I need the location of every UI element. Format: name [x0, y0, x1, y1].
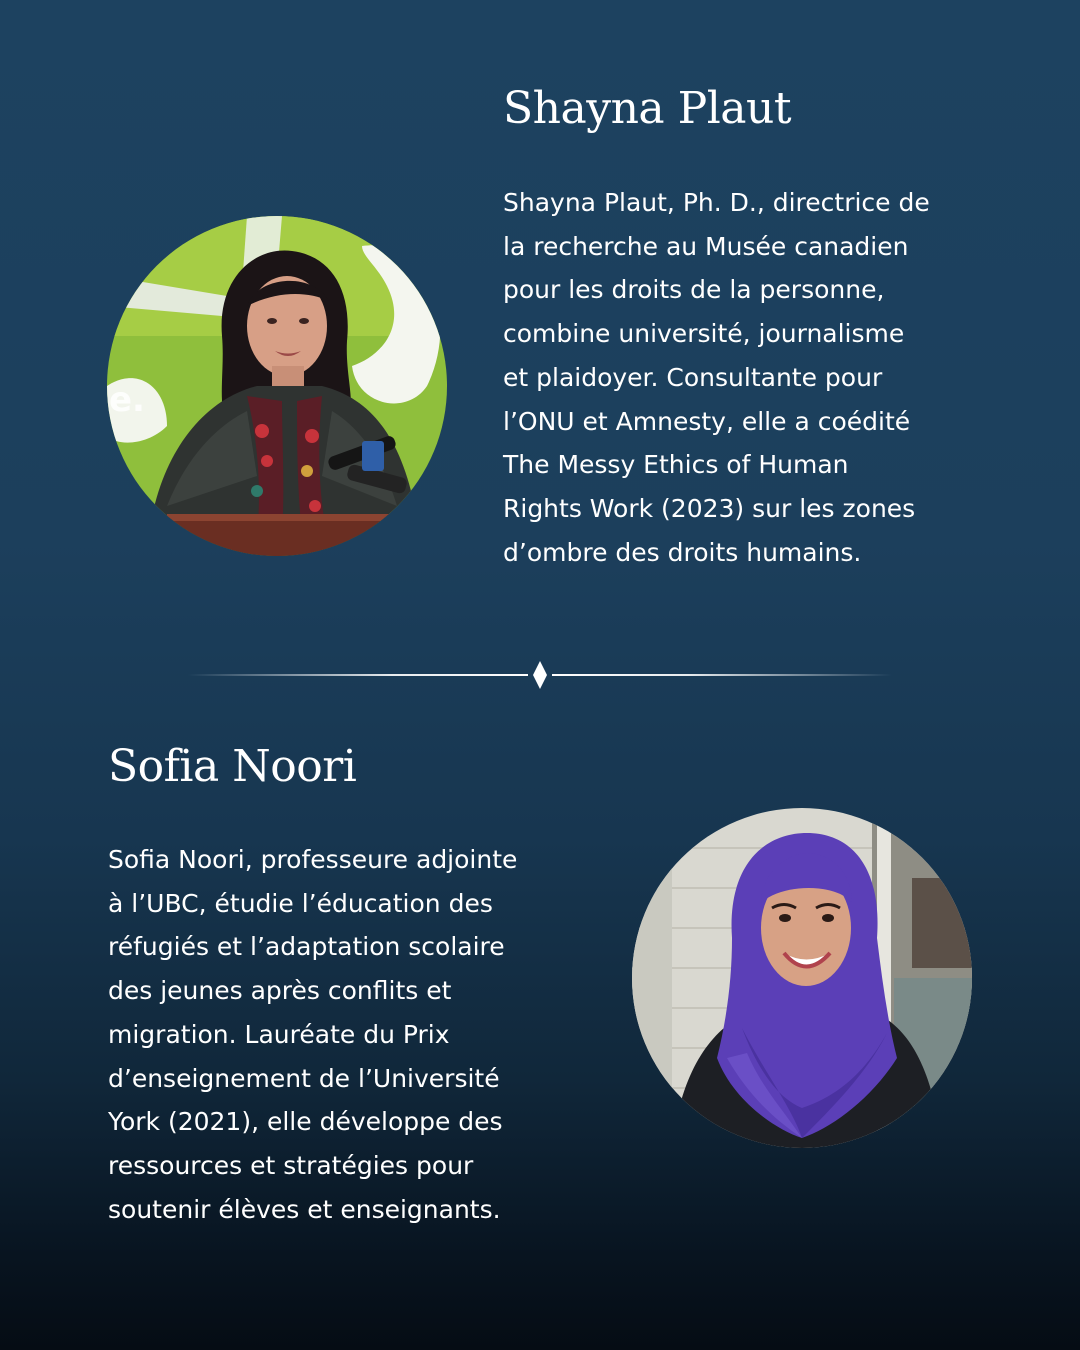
- portrait-illustration: [632, 808, 972, 1148]
- divider-line-left: [188, 674, 528, 676]
- bio-line: et plaidoyer. Consultante pour: [503, 362, 883, 392]
- bio-line: à l’UBC, étudie l’éducation des: [108, 888, 493, 918]
- profile-photo: [107, 216, 447, 556]
- bio-line: Shayna Plaut, Ph. D., directrice de: [503, 188, 930, 217]
- bio-line: l’ONU et Amnesty, elle a coédité: [503, 406, 911, 436]
- portrait-illustration: [107, 216, 447, 556]
- profile-name: Shayna Plaut: [503, 83, 792, 134]
- bio-line: The Messy Ethics of Human: [503, 450, 849, 480]
- divider-line-right: [552, 674, 892, 676]
- bio-line: Sofia Noori, professeure adjointe: [108, 845, 518, 874]
- bio-line: pour les droits de la personne,: [503, 275, 885, 305]
- bio-line: migration. Lauréate du Prix: [108, 1019, 450, 1049]
- bio-line: soutenir élèves et enseignants.: [108, 1194, 501, 1224]
- bio-line: York (2021), elle développe des: [108, 1107, 503, 1137]
- diamond-ornament-icon: [531, 660, 549, 690]
- bio-line: d’ombre des droits humains.: [503, 537, 862, 567]
- bio-line: la recherche au Musée canadien: [503, 231, 909, 261]
- bio-line: Rights Work (2023) sur les zones: [503, 493, 916, 523]
- bio-line: combine université, journalisme: [503, 319, 905, 349]
- svg-text:e.: e.: [109, 380, 145, 420]
- profile-bio: [108, 838, 588, 1231]
- bio-line: réfugiés et l’adaptation scolaire: [108, 932, 505, 962]
- bio-line: ressources et stratégies pour: [108, 1150, 474, 1180]
- profile-bio: [503, 181, 983, 574]
- profile-photo: [632, 808, 972, 1148]
- profile-name: Sofia Noori: [108, 741, 357, 792]
- section-divider: [188, 660, 892, 690]
- bio-line: d’enseignement de l’Université: [108, 1063, 500, 1093]
- bio-line: des jeunes après conflits et: [108, 976, 452, 1006]
